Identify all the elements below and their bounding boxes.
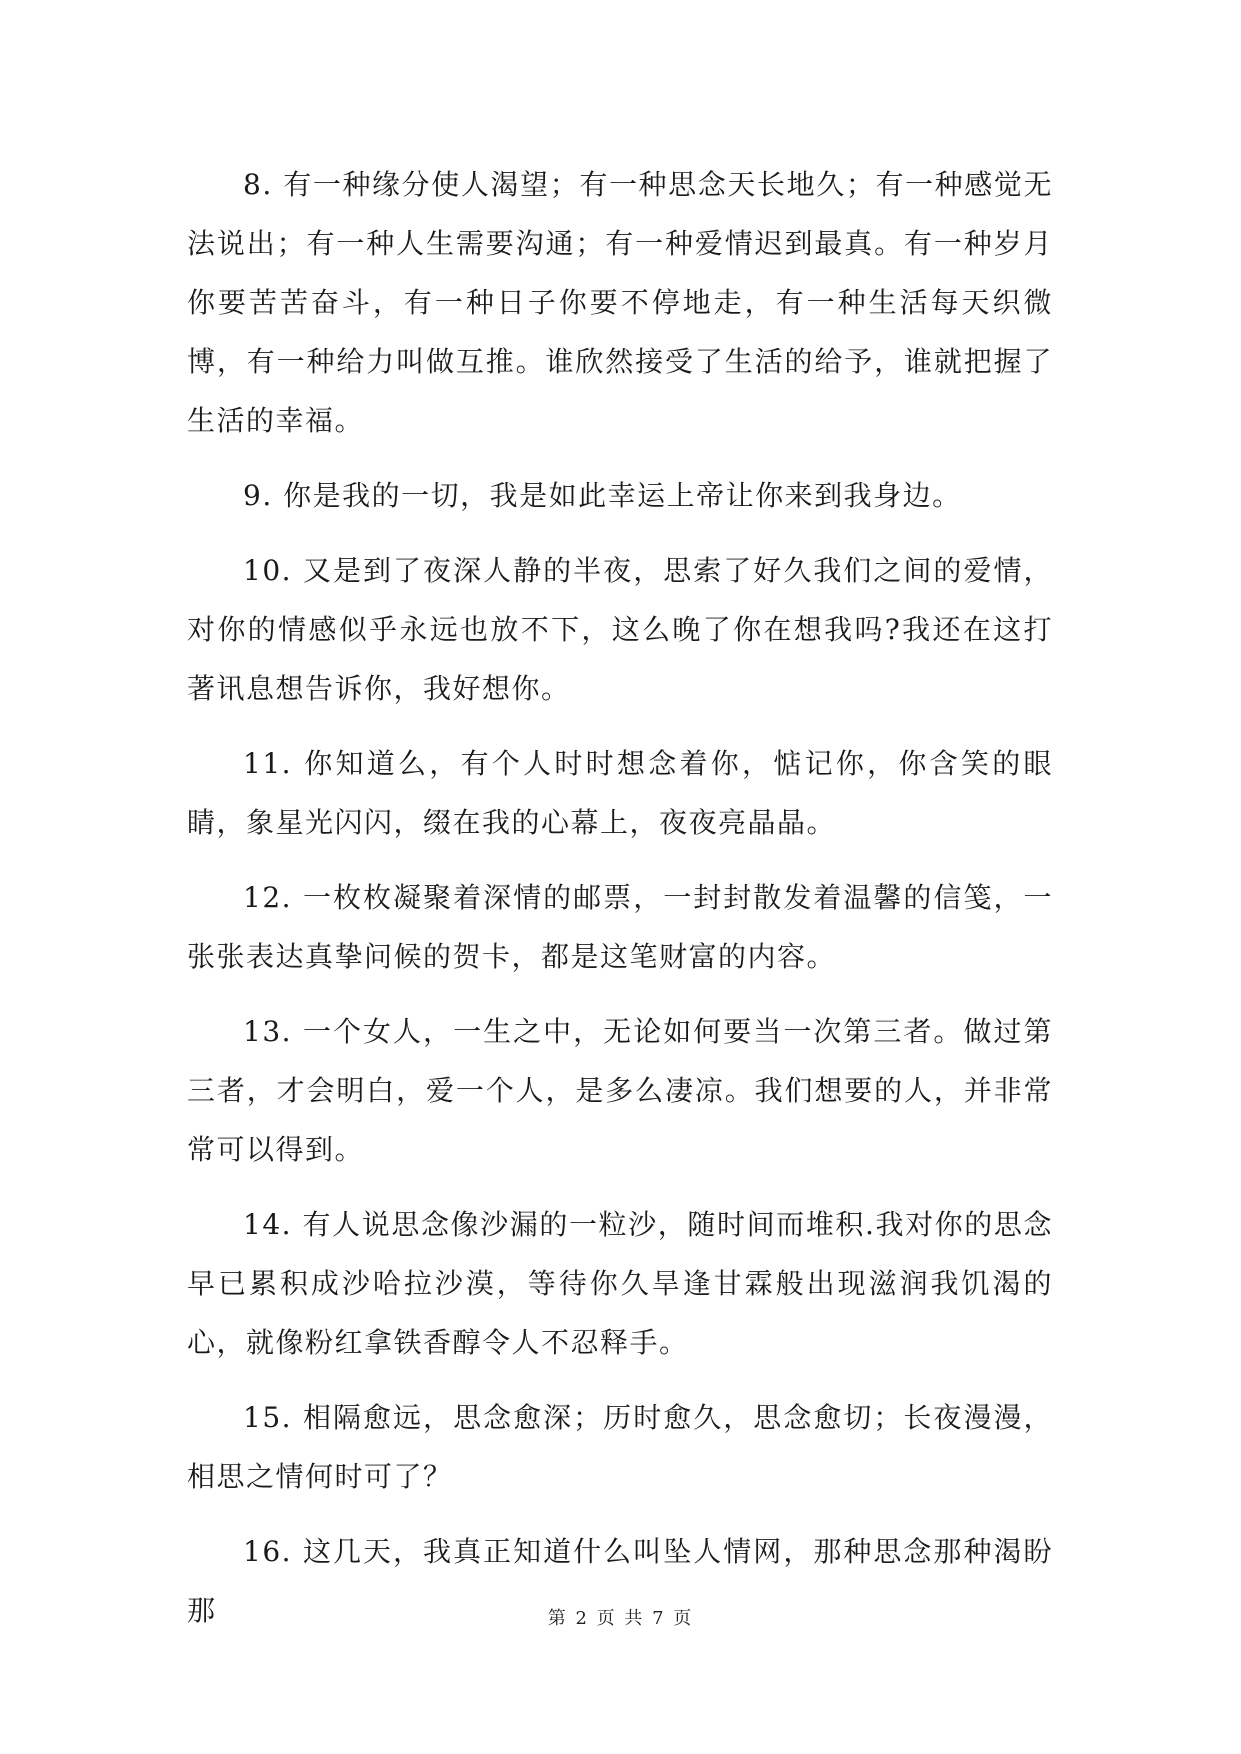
document-body bbox=[187, 155, 1053, 1656]
paragraph-10: 10. 又是到了夜深人静的半夜，思索了好久我们之间的爱情，对你的情感似乎永远也放不下，这么晚了你在想我吗?我还在这打著讯息想告诉你，我好想你。 bbox=[187, 554, 1053, 705]
paragraph-13: 13. 一个女人，一生之中，无论如何要当一次第三者。做过第三者，才会明白，爱一个人，是多么凄凉。我们想要的人，并非常常可以得到。 bbox=[187, 1015, 1053, 1166]
paragraph-9: 9. 你是我的一切，我是如此幸运上帝让你来到我身边。 bbox=[243, 479, 962, 512]
paragraph-8: 8. 有一种缘分使人渴望；有一种思念天长地久；有一种感觉无法说出；有一种人生需要沟通；有一种爱情迟到最真。有一种岁月你要苦苦奋斗，有一种日子你要不停地走，有一种生活每天织微博，有一种给力叫做互推。谁欣然接受了生活的给予，谁就把握了生活的幸福。 bbox=[187, 168, 1053, 437]
paragraph-15: 15. 相隔愈远，思念愈深；历时愈久，思念愈切；长夜漫漫，相思之情何时可了？ bbox=[187, 1401, 1053, 1493]
page-number-label: 第 2 页 共 7 页 bbox=[547, 1608, 694, 1629]
paragraph-16: 16. 这几天，我真正知道什么叫坠人情网，那种思念那种渴盼那 bbox=[187, 1535, 1053, 1627]
paragraph-14: 14. 有人说思念像沙漏的一粒沙，随时间而堆积.我对你的思念早已累积成沙哈拉沙漠，等待你久旱逢甘霖般出现滋润我饥渴的心，就像粉红拿铁香醇令人不忍释手。 bbox=[187, 1208, 1053, 1359]
page-footer bbox=[0, 1604, 1241, 1630]
paragraph-11: 11. 你知道么，有个人时时想念着你，惦记你，你含笑的眼睛，象星光闪闪，缀在我的心幕上，夜夜亮晶晶。 bbox=[187, 747, 1053, 839]
paragraph-12: 12. 一枚枚凝聚着深情的邮票，一封封散发着温馨的信笺，一张张表达真挚问候的贺卡，都是这笔财富的内容。 bbox=[187, 881, 1053, 973]
